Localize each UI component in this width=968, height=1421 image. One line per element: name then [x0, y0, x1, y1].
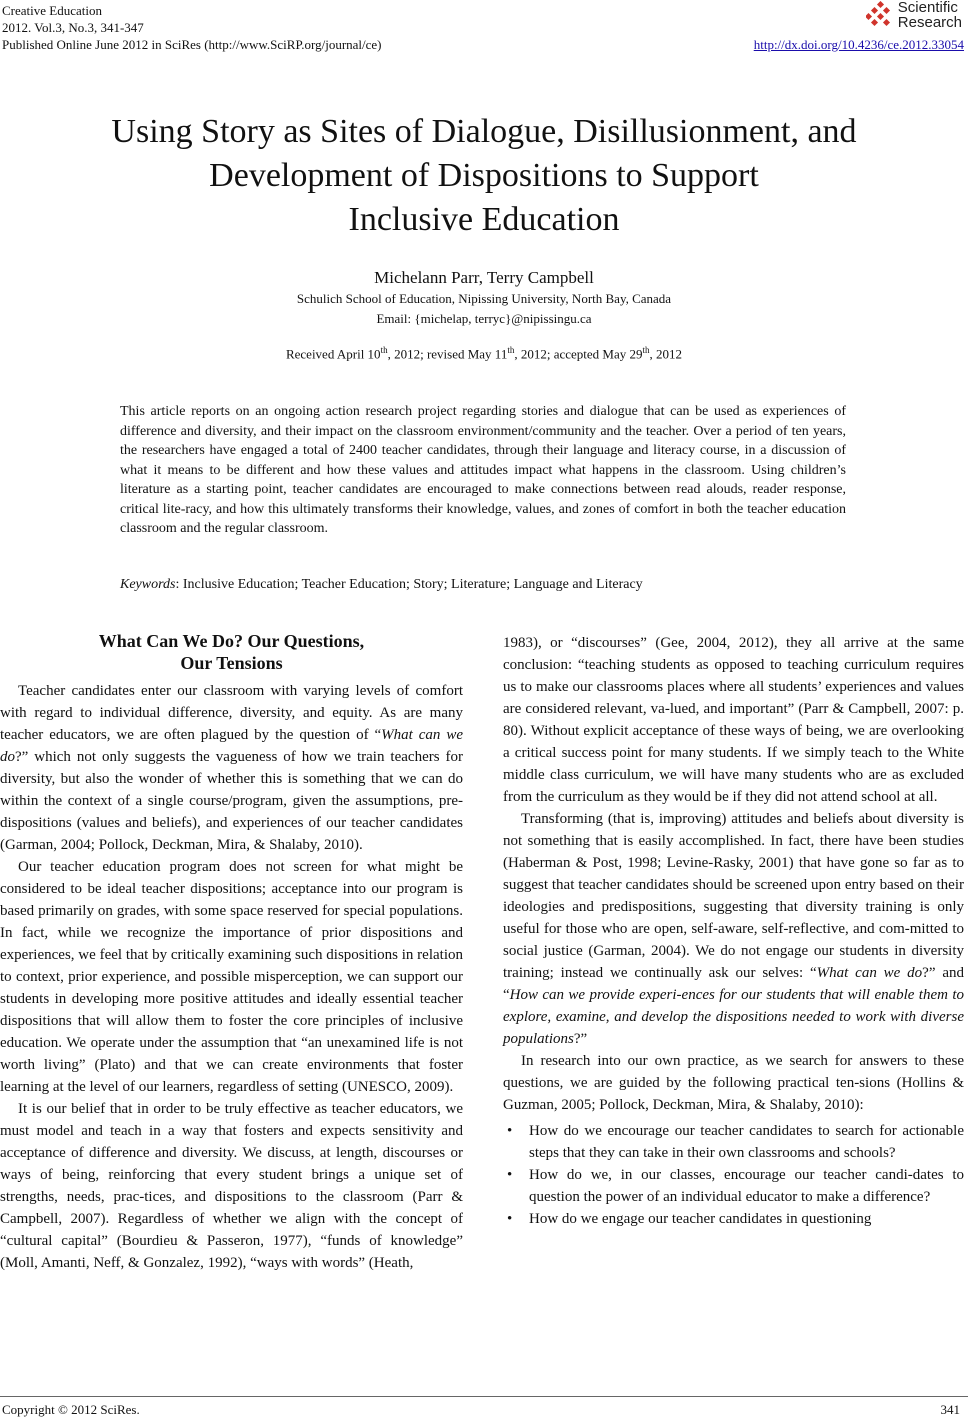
title-line: Using Story as Sites of Dialogue, Disillusionment, and — [111, 113, 857, 150]
keywords — [120, 577, 846, 593]
author-email: Email: {michelap, terryc}@nipissingu.ca — [376, 311, 592, 326]
journal-volume: 2012. Vol.3, No.3, 341-347 — [2, 20, 144, 35]
keywords-label: Keywords — [120, 577, 176, 592]
authors: Michelann Parr, Terry Campbell — [374, 268, 594, 287]
page-number: 341 — [940, 1402, 960, 1417]
paragraph: Transforming (that is, improving) attitudes and beliefs about diversity is not something that is easily accomplished. In fact, there have been studies (Haberman & Post, 1998; Levine-Rasky, 2001) that have gone so far as to suggest that teacher candidates should be screened upon entry based on their ideologies and predispositions, suggesting that diversity training is only useful for those who are open, self-aware, self-reflective, and com-mitted to social justice (Garman, 2004). We do not engage our students in diversity training; instead we continually ask our selves: “What can we do?” and “How can we provide experi-ences for our students that will enable them to explore, examine, and develop the dispositions needed to work with diverse populations?” — [503, 811, 964, 1047]
article-title — [40, 110, 928, 242]
publication-info: Published Online June 2012 in SciRes (http://www.SciRP.org/journal/ce) — [2, 37, 382, 52]
paragraph: Our teacher education program does not screen for what might be considered to be ideal teacher dispositions; acceptance into our program is based primarily on grades, with some space reserved for special populations. In fact, while we recognize the importance of prior dispositions and experiences, we feel that by critically examining such dispositions in relation to context, prior experience, and possible misperception, we can support our students in developing more positive attitudes and ideally essential teacher dispositions that will allow them to foster the core principles of inclusive education. We operate under the assumption that “an unexamined life is not worth living” (Plato) and that we can create environments that foster learning at the level of our learners, regardless of setting (UNESCO, 2009). — [0, 859, 463, 1095]
list-item: • How do we, in our classes, encourage our teacher candi-dates to question the power of an individual educator to make a difference? — [503, 1164, 964, 1208]
footer-rule — [0, 1396, 968, 1397]
scirp-diamond-icon — [866, 1, 894, 29]
title-line: Inclusive Education — [348, 201, 620, 238]
copyright: Copyright © 2012 SciRes. — [2, 1402, 140, 1417]
title-line: Development of Dispositions to Support — [209, 157, 759, 194]
section-title: What Can We Do? Our Questions, Our Tensions — [98, 631, 365, 673]
abstract: This article reports on an ongoing action research project regarding stories and dialogue that can be used as experiences of difference and diversity, and their impact on the classroom environment/community and the teacher. Over a period of ten years, the researchers have engaged a total of 2400 teacher candidates, through their language and literacy course, in a discussion of what it means to be different and how these values and attitudes impact what happens in the classroom. Using children’s literature as a starting point, teacher candidates are encouraged to make connections between read alouds, reader response, critical lite-racy, and how this ultimately transforms their knowledge, values, and zones of comfort in both the teacher education classroom and the regular classroom. — [120, 404, 846, 536]
bullet-icon: • — [507, 1211, 513, 1227]
question-list — [503, 1120, 964, 1230]
affiliation: Schulich School of Education, Nipissing University, North Bay, Canada — [296, 291, 672, 306]
bullet-icon: • — [507, 1123, 513, 1139]
paragraph: In research into our own practice, as we search for answers to these questions, we are guided by the following practical ten-sions (Hollins & Guzman, 2005; Pollock, Deckman, Mira, & Shalaby, 2010): — [503, 1053, 964, 1113]
journal-name: Creative Education — [2, 3, 102, 18]
article-dates: Received April 10th, 2012; revised May 11th, 2012; accepted May 29th, 2012 — [285, 345, 683, 362]
list-item: • How do we encourage our teacher candidates to search for actionable steps that they can take in their own classrooms and schools? — [503, 1120, 964, 1164]
keywords-list: : Inclusive Education; Teacher Education; Story; Literature; Language and Literacy — [175, 577, 643, 592]
list-item: • How do we engage our teacher candidates in questioning — [503, 1208, 964, 1230]
paragraph: 1983), or “discourses” (Gee, 2004, 2012), they all arrive at the same conclusion: “teaching students as opposed to teaching curriculum requires us to make our classrooms places where all students’ experiences and values are considered relevant, va-lued, and important” (Parr & Campbell, 2007: p. 80). Without explicit acceptance of these ways of being, we are overlooking a critical success point for many students. If we simply teach to the White middle class curriculum, we will have many students who are as excluded from the curriculum as they would be if they did not attend school at all. — [503, 635, 964, 805]
right-column — [503, 632, 964, 1230]
publisher-logo — [866, 0, 962, 30]
bullet-icon: • — [507, 1167, 513, 1183]
paragraph: Teacher candidates enter our classroom with varying levels of comfort with regard to individual difference, diversity, and equity. As are many teacher educators, we are often plagued by the question of “What can we do?” which not only suggests the vagueness of how we train teachers for diversity, but also the wonder of whether this is something that we can do within the context of a single course/program, given the assumptions, pre-dispositions (values and beliefs), and experiences of our teacher candidates (Garman, 2004; Pollock, Deckman, Mira, & Shalaby, 2010). — [0, 683, 464, 853]
left-column — [0, 630, 463, 1274]
paragraph: It is our belief that in order to be truly effective as teacher educators, we must model and teach in a way that fosters and expects sensitivity and acceptance of difference and diversity. We discuss, at length, discourses or ways of being, reinforcing that every student brings a unique set of strengths, needs, prac-tices, and dispositions to the classroom (Parr & Campbell, 2007). Regardless of whether we align with the concept of “cultural capital” (Bourdieu & Passeron, 1977), “funds of knowledge” (Moll, Amanti, Neff, & Gonzalez, 1992), “ways with words” (Heath, — [0, 1101, 463, 1271]
doi-link[interactable]: http://dx.doi.org/10.4236/ce.2012.33054 — [753, 37, 964, 52]
running-header — [2, 2, 382, 53]
logo-wordmark: Scientific Research — [897, 0, 962, 31]
